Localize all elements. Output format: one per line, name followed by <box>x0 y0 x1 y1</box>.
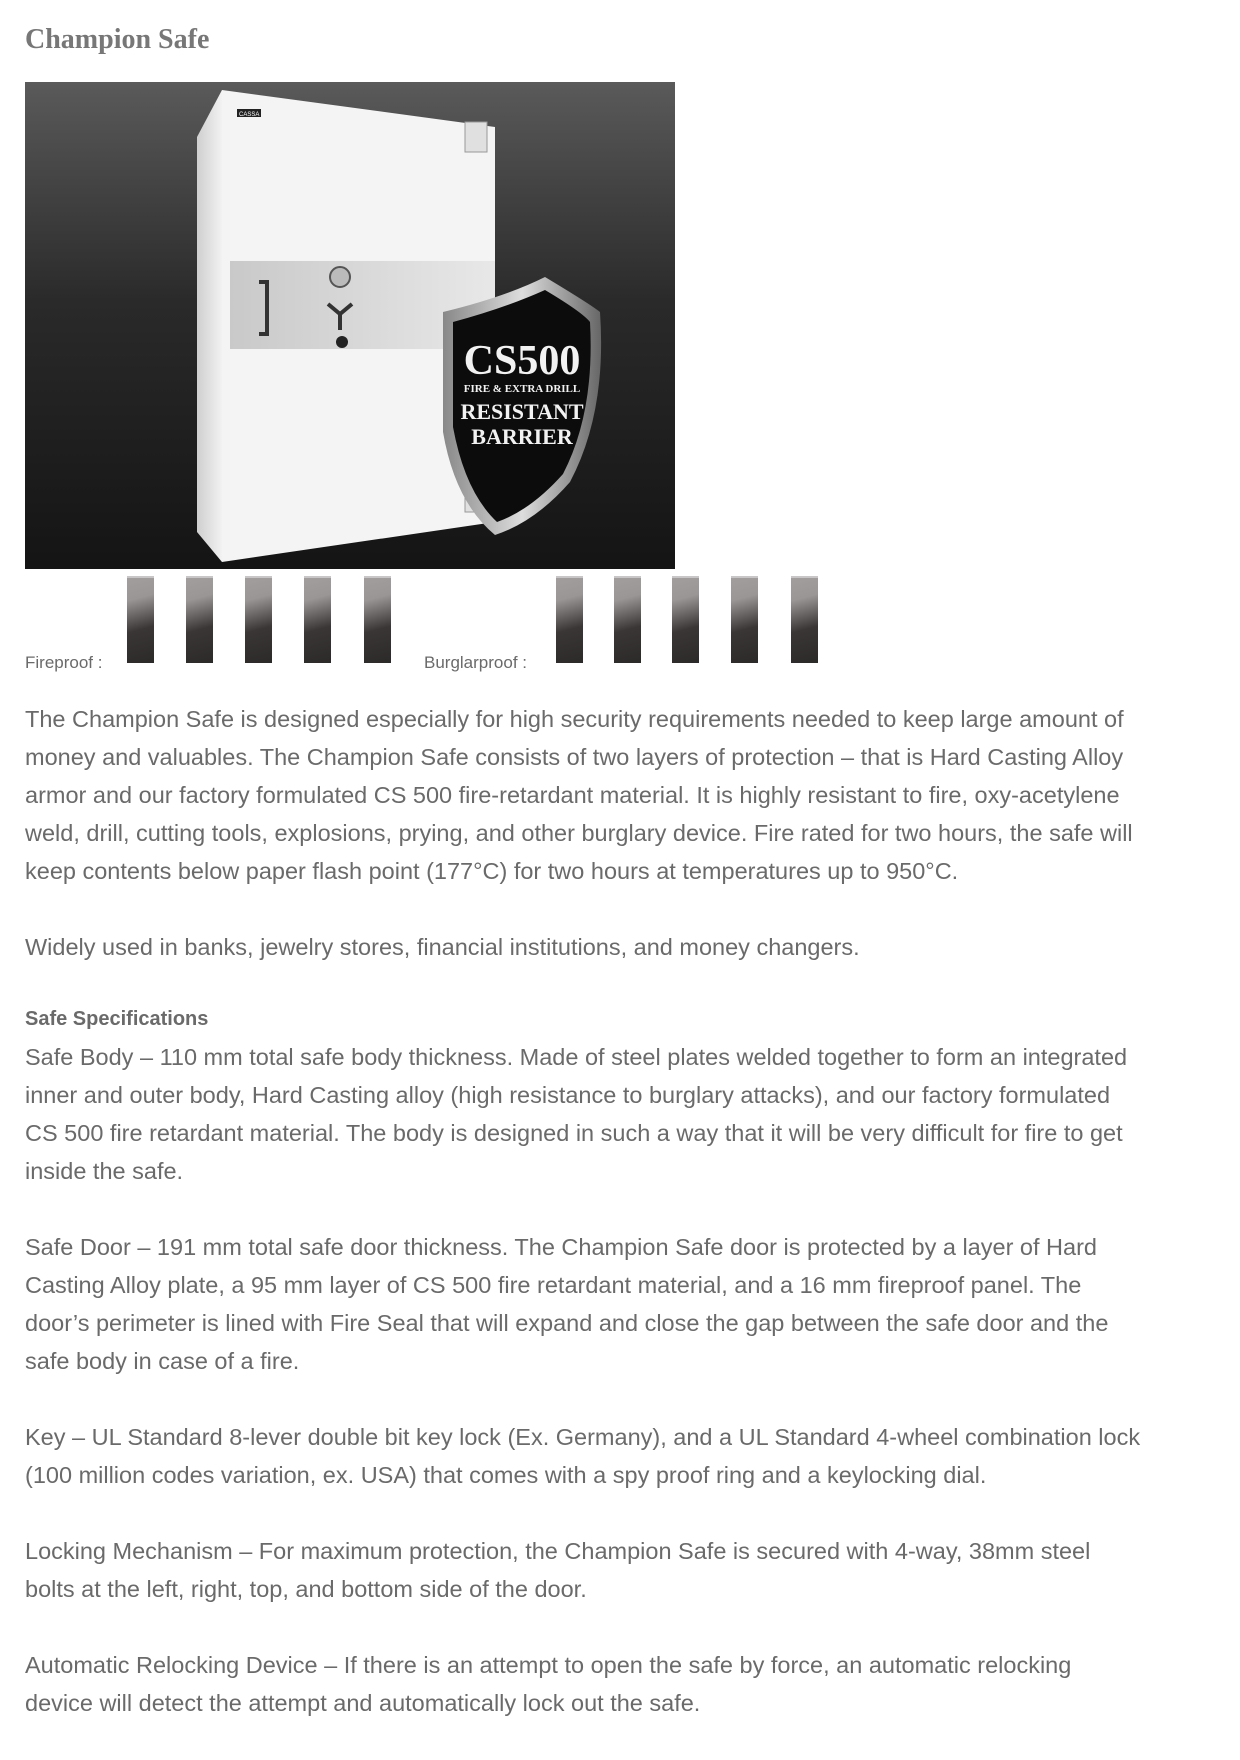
shield-subtitle: FIRE & EXTRA DRILL <box>463 383 581 395</box>
text-line: CS 500 fire retardant material. The body is designed in such a way that it will be very difficult for fire to get <box>25 1120 1123 1146</box>
text-line: weld, drill, cutting tools, explosions, prying, and other burglary device. Fire rated for two hours, the safe will <box>25 820 1133 846</box>
text-line: (100 million codes variation, ex. USA) that comes with a spy proof ring and a keylocking dial. <box>25 1462 987 1488</box>
text-line: inner and outer body, Hard Casting alloy (high resistance to burglary attacks), and our factory formulated <box>25 1082 1111 1108</box>
text-line: Safe Body – 110 mm total safe body thickness. Made of steel plates welded together to form an integrated <box>25 1044 1128 1070</box>
shield-resistant: RESISTANT <box>460 399 584 424</box>
text-line: door’s perimeter is lined with Fire Seal that will expand and close the gap between the safe door and the <box>25 1310 1109 1336</box>
text-line: Automatic Relocking Device – If there is an attempt to open the safe by force, an automatic relocking <box>25 1652 1072 1678</box>
text-line: inside the safe. <box>25 1158 184 1184</box>
brand-plate: CASSA <box>239 112 260 118</box>
description <box>25 700 1235 1760</box>
text-line: money and valuables. The Champion Safe consists of two layers of protection – that is Hard Casting Alloy <box>25 744 1124 770</box>
spec-paragraph <box>25 1038 1235 1190</box>
shield-cs500: CS500 <box>463 338 581 384</box>
shield-barrier: BARRIER <box>471 424 573 449</box>
rating-bar <box>672 576 699 663</box>
text-line: device will detect the attempt and automatically lock out the safe. <box>25 1690 701 1716</box>
spec-paragraph <box>25 1532 1235 1608</box>
rating-bar <box>614 576 641 663</box>
rating-bar <box>556 576 583 663</box>
rating-bar <box>791 576 818 663</box>
safe-product-image <box>25 82 675 569</box>
spec-paragraph <box>25 1646 1235 1722</box>
intro-paragraph <box>25 928 1235 966</box>
text-line: safe body in case of a fire. <box>25 1348 300 1374</box>
burglarproof-label: Burglarproof : <box>424 653 527 672</box>
text-line: Key – UL Standard 8-lever double bit key lock (Ex. Germany), and a UL Standard 4-wheel combination lock <box>25 1424 1141 1450</box>
intro-paragraph <box>25 700 1235 890</box>
page-title: Champion Safe <box>25 24 210 55</box>
rating-bar <box>186 576 213 663</box>
rating-bar <box>245 576 272 663</box>
rating-bar <box>731 576 758 663</box>
fireproof-label: Fireproof : <box>25 653 103 672</box>
text-line: bolts at the left, right, top, and bottom side of the door. <box>25 1576 587 1602</box>
text-line: armor and our factory formulated CS 500 fire-retardant material. It is highly resistant to fire, oxy-acetylene <box>25 782 1120 808</box>
text-line: Widely used in banks, jewelry stores, financial institutions, and money changers. <box>25 934 860 960</box>
rating-bar <box>364 576 391 663</box>
rating-bar <box>304 576 331 663</box>
rating-bar <box>127 576 154 663</box>
text-line: keep contents below paper flash point (177°C) for two hours at temperatures up to 950°C. <box>25 858 959 884</box>
text-line: The Champion Safe is designed especially for high security requirements needed to keep large amount of <box>25 706 1124 732</box>
spec-paragraph <box>25 1228 1235 1380</box>
text-line: Locking Mechanism – For maximum protection, the Champion Safe is secured with 4-way, 38mm steel <box>25 1538 1091 1564</box>
text-line: Safe Door – 191 mm total safe door thickness. The Champion Safe door is protected by a layer of Hard <box>25 1234 1097 1260</box>
text-line: Casting Alloy plate, a 95 mm layer of CS 500 fire retardant material, and a 16 mm fireproof panel. The <box>25 1272 1082 1298</box>
spec-paragraph <box>25 1418 1235 1494</box>
specs-heading: Safe Specifications <box>25 1008 209 1030</box>
